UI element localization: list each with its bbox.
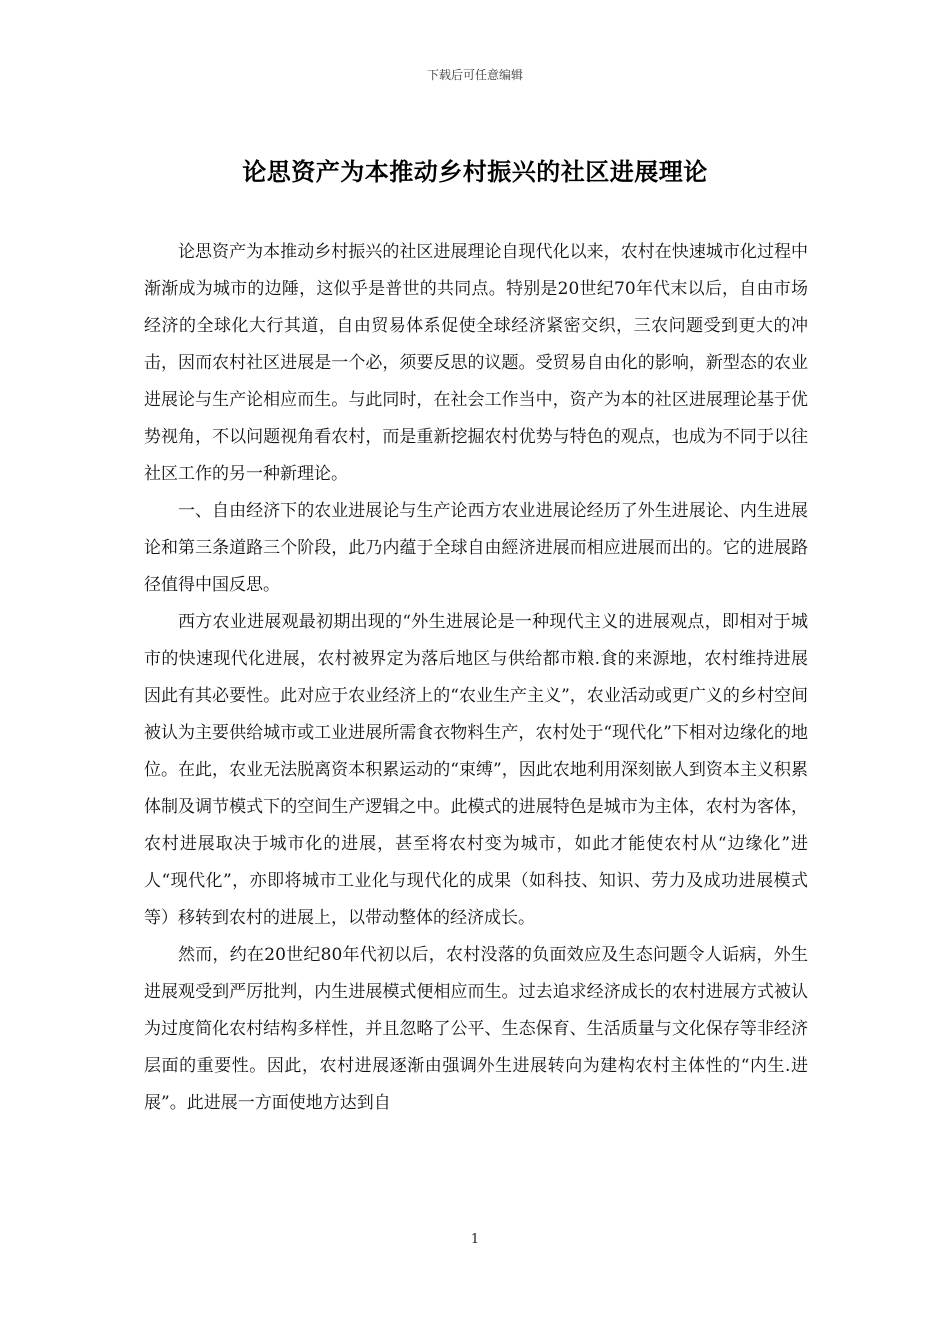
document-body: [144, 234, 808, 1122]
document-title: 论思资产为本推动乡村振兴的社区进展理论: [242, 158, 708, 186]
page-number: 1: [470, 1232, 480, 1247]
paragraph-4: 然而，约在20世纪80年代初以后，农村没落的负面效应及生态问题令人诟病，外生进展观受到严厉批判，内生进展模式便相应而生。过去追求经济成长的农村进展方式被认为过度简化农村结构多样性，并且忽略了公平、生态保育、生活质量与文化保存等非经济层面的重要性。因此，农村进展逐渐由强调外生进展转向为建构农村主体性的“内生.进展”。此进展一方面使地方达到自: [144, 945, 808, 1113]
paragraph-3: 西方农业进展观最初期出现的“外生进展论是一种现代主义的进展观点，即相对于城市的快速现代化进展，农村被界定为落后地区与供给都市粮.食的来源地，农村维持进展因此有其必要性。此对应于农业经济上的“农业生产主义”，农业活动或更广义的乡村空间被认为主要供给城市或工业进展所需食衣物料生产，农村处于“现代化”下相对边缘化的地位。在此，农业无法脱离资本积累运动的“束缚”，因此农地利用深刻嵌人到资本主义积累体制及调节模式下的空间生产逻辑之中。此模式的进展特色是城市为主体，农村为客体，农村进展取决于城市化的进展，甚至将农村变为城市，如此才能使农村从“边缘化”进人“现代化”，亦即将城市工业化与现代化的成果（如科技、知识、劳力及成功进展模式等）移转到农村的进展上，以带动整体的经济成长。: [144, 612, 808, 928]
paragraph-2: 一、自由经济下的农业进展论与生产论西方农业进展论经历了外生进展论、内生进展论和第三条道路三个阶段，此乃内蕴于全球自由經济进展而相应进展而出的。它的进展路径值得中国反思。: [144, 501, 808, 595]
page-header-note: 下载后可任意编辑: [426, 68, 523, 82]
paragraph-1: 论思资产为本推动乡村振兴的社区进展理论自现代化以来，农村在快速城市化过程中渐渐成为城市的边陲，这似乎是普世的共同点。特别是20世纪70年代末以后，自由市场经济的全球化大行其道，自由贸易体系促使全球经济紧密交织，三农问题受到更大的冲击，因而农村社区进展是一个必，须要反思的议题。受贸易自由化的影响，新型态的农业进展论与生产论相应而生。与此同时，在社会工作当中，资产为本的社区进展理论基于优势视角，不以问题视角看农村，而是重新挖掘农村优势与特色的观点，也成为不同于以往社区工作的另一种新理论。: [144, 242, 808, 484]
